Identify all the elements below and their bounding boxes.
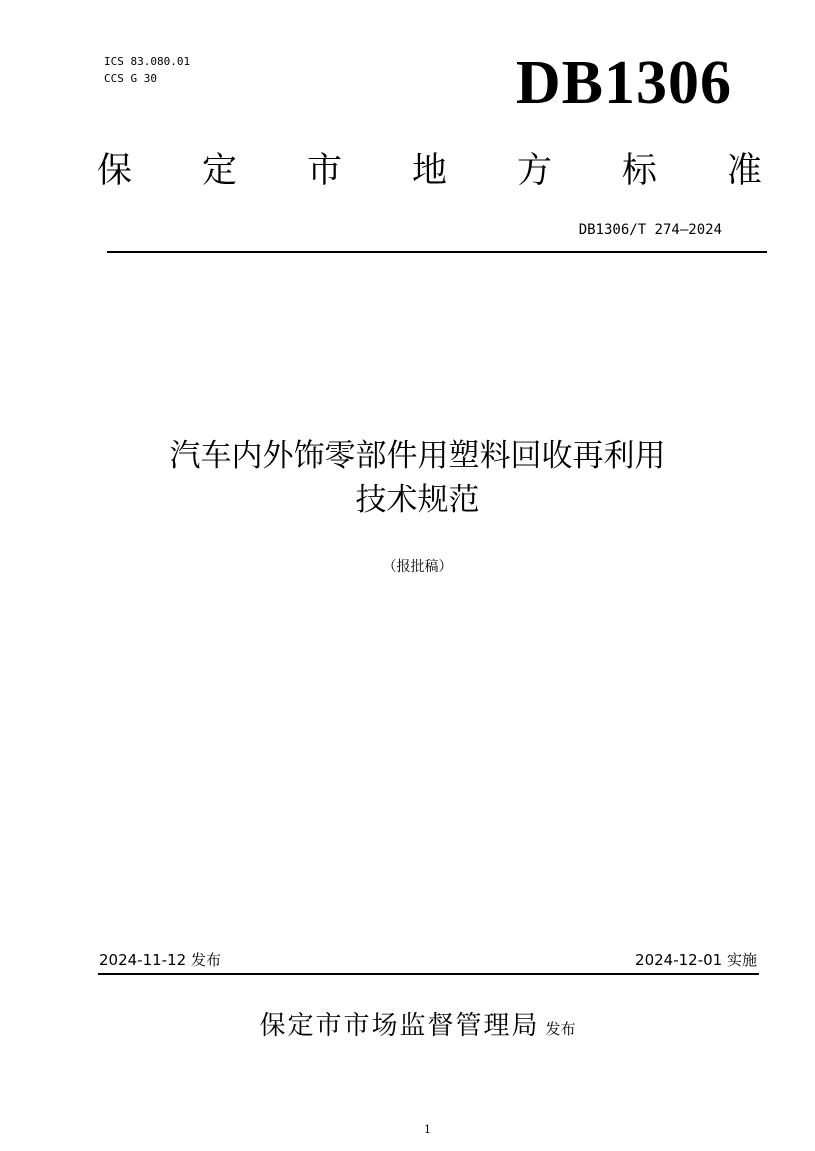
top-divider [107,251,767,253]
issuer-organization: 保定市市场监督管理局 [259,1011,540,1041]
implementation-date: 2024-12-01 实施 [635,951,757,969]
issue-date: 2024-11-12 发布 [99,951,221,969]
authority-title-char: 保 [97,151,133,191]
authority-title-char: 准 [726,151,762,191]
standard-number: DB1306/T 274—2024 [578,222,722,238]
ccs-code: CCS G 30 [104,72,157,85]
draft-status: （报批稿） [382,559,453,575]
page-number: 1 [424,1123,431,1136]
authority-title-char: 市 [306,151,342,191]
ics-code: ICS 83.080.01 [104,55,191,68]
issuer [0,1008,815,1044]
classification-codes [104,53,190,87]
authority-title-char: 定 [201,151,237,191]
issuer-action: 发布 [545,1020,576,1038]
authority-title-char: 标 [621,151,657,191]
authority-title-char: 方 [516,151,552,191]
bottom-divider [98,973,759,975]
document-title-line1: 汽车内外饰零部件用塑料回收再利用 [169,438,666,474]
authority-title [97,146,762,196]
document-title-line2: 技术规范 [355,482,480,518]
db-code: DB1306 [515,49,732,117]
document-title [0,434,815,522]
authority-title-char: 地 [411,151,447,191]
